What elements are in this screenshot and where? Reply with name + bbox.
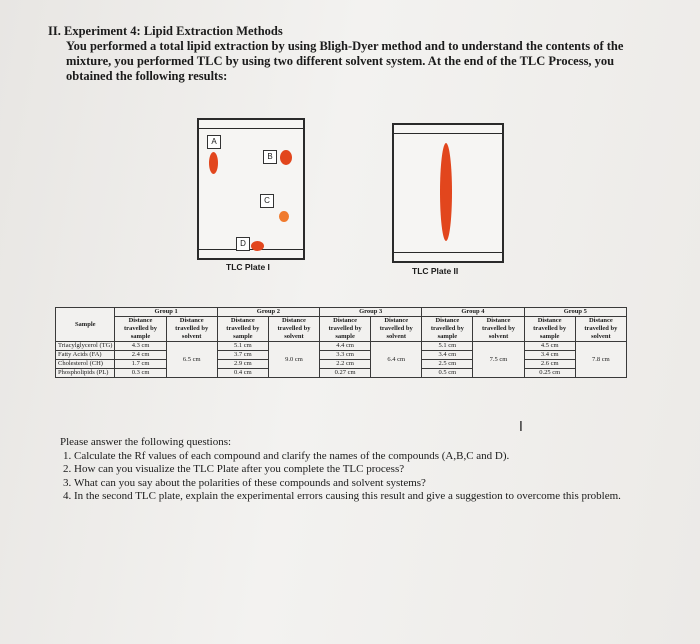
group-header: Group 4 <box>422 308 524 317</box>
sample-distance: 4.5 cm <box>524 342 575 351</box>
col-solvent-distance: Distance travelled by solvent <box>166 317 217 342</box>
compound-label-a: A <box>207 135 221 149</box>
question-item: 1. Calculate the Rf values of each compound and clarify the names of the compounds (A,B,C and D). <box>74 450 660 464</box>
sample-distance: 3.4 cm <box>422 351 473 360</box>
group-header: Group 2 <box>217 308 319 317</box>
group-header: Group 5 <box>524 308 626 317</box>
question-item: 2. How can you visualize the TLC Plate after you complete the TLC process? <box>74 463 660 477</box>
sample-distance: 2.4 cm <box>115 351 166 360</box>
sample-distance: 5.1 cm <box>422 342 473 351</box>
sample-distance: 2.5 cm <box>422 360 473 369</box>
compound-label-b: B <box>263 150 277 164</box>
sample-name: Triacylglycerol (TG) <box>56 342 115 351</box>
solvent-distance: 7.5 cm <box>473 342 524 378</box>
solvent-front-line <box>199 128 303 129</box>
streaked-spot <box>440 143 452 241</box>
text-cursor: I <box>519 420 523 435</box>
sample-name: Fatty Acids (FA) <box>56 351 115 360</box>
group-header: Group 1 <box>115 308 217 317</box>
sample-distance: 4.4 cm <box>320 342 371 351</box>
table-row <box>56 351 627 360</box>
sample-distance: 1.7 cm <box>115 360 166 369</box>
compound-label-d: D <box>236 237 250 251</box>
sample-distance: 3.3 cm <box>320 351 371 360</box>
solvent-distance: 6.5 cm <box>166 342 217 378</box>
section-heading <box>48 24 648 84</box>
origin-line <box>394 252 502 253</box>
sample-distance: 0.4 cm <box>217 369 268 378</box>
spot-d <box>251 241 264 251</box>
sample-distance: 4.3 cm <box>115 342 166 351</box>
solvent-distance: 6.4 cm <box>371 342 422 378</box>
col-sample-distance: Distance travelled by sample <box>115 317 166 342</box>
compound-label-c: C <box>260 194 274 208</box>
sample-distance: 5.1 cm <box>217 342 268 351</box>
question-item: 3. What can you say about the polarities of these compounds and solvent systems? <box>74 477 660 491</box>
col-sample-distance: Distance travelled by sample <box>320 317 371 342</box>
col-solvent-distance: Distance travelled by solvent <box>473 317 524 342</box>
spot-a <box>209 152 218 174</box>
sample-distance: 0.3 cm <box>115 369 166 378</box>
question-item: 4. In the second TLC plate, explain the experimental errors causing this result and give a suggestion to overcome this problem. <box>74 490 660 504</box>
experiment-title: II. Experiment 4: Lipid Extraction Methods <box>48 24 283 38</box>
plate-2-caption: TLC Plate II <box>412 266 459 276</box>
sample-distance: 3.4 cm <box>524 351 575 360</box>
group-header: Group 3 <box>320 308 422 317</box>
spot-b <box>280 150 292 165</box>
tlc-plate-1 <box>197 118 305 260</box>
sample-distance: 2.6 cm <box>524 360 575 369</box>
experiment-description: You performed a total lipid extraction by using Bligh-Dyer method and to understand the contents of the mixture, you performed TLC by using two different solvent system. At the end of the TLC Process, you obtained the following results: <box>66 39 624 83</box>
origin-line <box>199 249 303 250</box>
table-row <box>56 342 627 351</box>
col-sample-distance: Distance travelled by sample <box>524 317 575 342</box>
table-row <box>56 360 627 369</box>
sample-name: Phospholipids (PL) <box>56 369 115 378</box>
sample-header: Sample <box>56 308 115 342</box>
col-solvent-distance: Distance travelled by solvent <box>371 317 422 342</box>
plate-1-caption: TLC Plate I <box>226 262 270 272</box>
questions-heading: Please answer the following questions: <box>60 436 232 448</box>
col-sample-distance: Distance travelled by sample <box>217 317 268 342</box>
solvent-distance: 7.8 cm <box>575 342 626 378</box>
spot-c <box>279 211 289 222</box>
results-table <box>55 307 627 378</box>
col-sample-distance: Distance travelled by sample <box>422 317 473 342</box>
sample-name: Cholesterol (CH) <box>56 360 115 369</box>
sample-distance: 3.7 cm <box>217 351 268 360</box>
col-solvent-distance: Distance travelled by solvent <box>575 317 626 342</box>
tlc-plate-2 <box>392 123 504 263</box>
table-row <box>56 369 627 378</box>
solvent-distance: 9.0 cm <box>268 342 319 378</box>
solvent-front-line <box>394 133 502 134</box>
sample-distance: 2.9 cm <box>217 360 268 369</box>
sample-distance: 2.2 cm <box>320 360 371 369</box>
sample-distance: 0.25 cm <box>524 369 575 378</box>
questions-list <box>60 450 660 504</box>
col-solvent-distance: Distance travelled by solvent <box>268 317 319 342</box>
sample-distance: 0.27 cm <box>320 369 371 378</box>
questions-block <box>60 436 660 504</box>
sample-distance: 0.5 cm <box>422 369 473 378</box>
